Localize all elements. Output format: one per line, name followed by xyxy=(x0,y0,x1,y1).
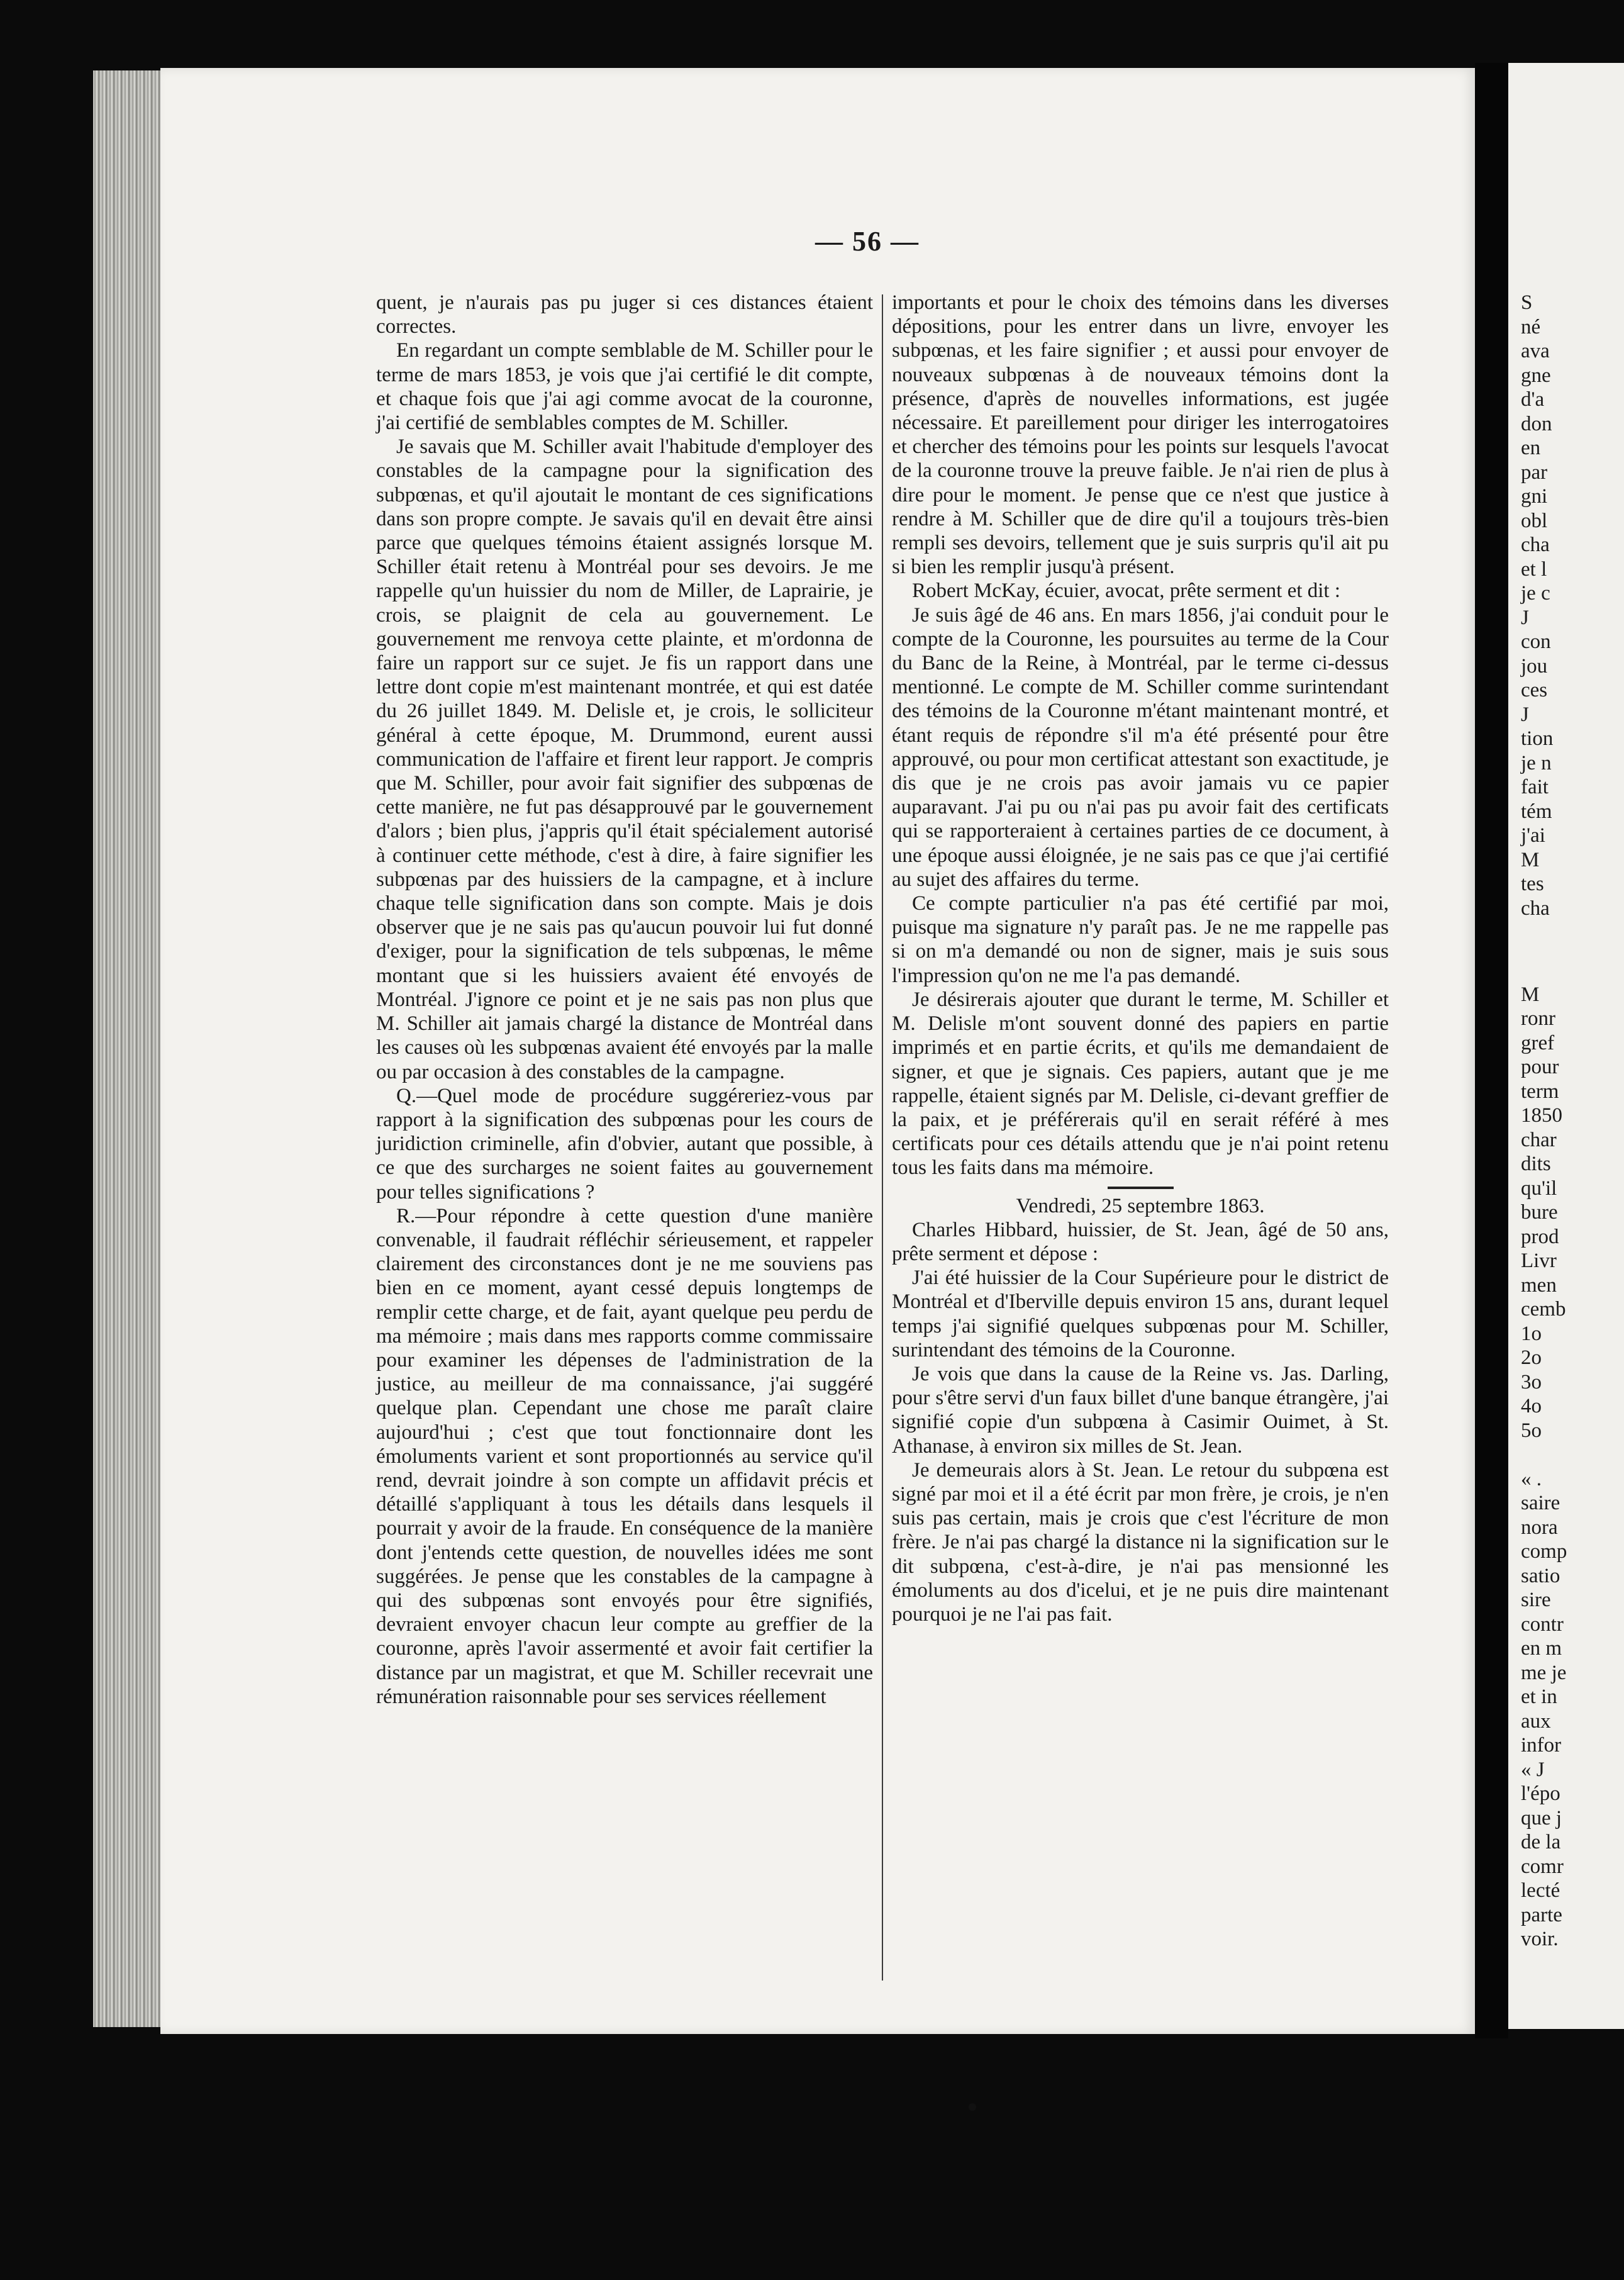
facing-page-line-fragment: me je xyxy=(1521,1661,1567,1684)
facing-page-line-fragment: tes xyxy=(1521,873,1544,895)
facing-page-line-fragment: satio xyxy=(1521,1564,1560,1587)
facing-page-line-fragment: 5o xyxy=(1521,1419,1542,1442)
facing-page-line-fragment: parte xyxy=(1521,1903,1562,1926)
facing-page-line-fragment: de la xyxy=(1521,1831,1561,1853)
facing-page-line-fragment: 2o xyxy=(1521,1346,1542,1369)
facing-page-line-fragment: men xyxy=(1521,1273,1557,1297)
column-divider xyxy=(882,294,883,1981)
paragraph: Je vois que dans la cause de la Reine vs. Jas. Darling, pour s'être servi d'un faux billet d'une banque étrangère, j'ai signifié copie d'un subpœna à Casimir Ouimet, à St. Athanase, à environ six milles de St. Jean. xyxy=(892,1362,1389,1458)
paragraph: quent, je n'aurais pas pu juger si ces distances étaient correctes. xyxy=(376,291,873,338)
facing-page-line-fragment: cha xyxy=(1521,534,1550,556)
facing-page-line-fragment: pour xyxy=(1521,1056,1559,1078)
question-paragraph: Q.—Quel mode de procédure suggéreriez-vous par rapport à la signification des subpœnas pour les cours de juridiction criminelle, afin d'obvier, autant que possible, à ce que des surcharges ne soient faites au gouvernement pour telles significations ? xyxy=(376,1084,873,1204)
right-column xyxy=(892,291,1389,1626)
facing-page-line-fragment: prod xyxy=(1521,1225,1559,1248)
facing-page-line-fragment: M xyxy=(1521,848,1540,871)
facing-page-line-fragment: qu'il xyxy=(1521,1176,1557,1200)
page-number: — 56 — xyxy=(815,226,920,257)
witness-intro: Charles Hibbard, huissier, de St. Jean, âgé de 50 ans, prête serment et dépose : xyxy=(892,1218,1389,1265)
facing-page-line-fragment: tém xyxy=(1521,800,1552,823)
facing-page-line-fragment: « J xyxy=(1521,1758,1545,1781)
facing-page-line-fragment: bure xyxy=(1521,1201,1558,1224)
paragraph: Je demeurais alors à St. Jean. Le retour du subpœna est signé par moi et il a été écrit par mon frère, je crois, je n'en suis pas certain, mais je crois que c'est l'écriture de mon frère. Je n'ai pas chargé la distance ni la signification sur le dit subpœna, c'est-à-dire, je n'ai pas mensionné les émoluments au dos d'icelui, et je ne puis dire maintenant pourquoi je ne l'ai pas fait. xyxy=(892,1458,1389,1626)
facing-page-line-fragment: S xyxy=(1521,291,1533,314)
facing-page-line-fragment: par xyxy=(1521,461,1548,484)
facing-page-line-fragment: l'épo xyxy=(1521,1782,1560,1805)
facing-page-line-fragment: term xyxy=(1521,1080,1559,1103)
facing-page-line-fragment: J xyxy=(1521,606,1529,629)
facing-page-line-fragment: con xyxy=(1521,630,1551,653)
facing-page-line-fragment: ces xyxy=(1521,679,1548,701)
paragraph: J'ai été huissier de la Cour Supérieure pour le district de Montréal et d'Iberville depuis environ 15 ans, durant lequel temps j'ai signifié quelques subpœnas pour M. Schiller, surintendant des témoins de la Couronne. xyxy=(892,1266,1389,1361)
facing-page-line-fragment: gref xyxy=(1521,1031,1555,1054)
facing-page-line-fragment: je n xyxy=(1521,751,1552,774)
paragraph: Je désirerais ajouter que durant le terme, M. Schiller et M. Delisle m'ont souvent donné des papiers en partie imprimés et en partie écrits, et qu'ils me demandaient de signer, et que je signais. Ces papiers, autant que je me rappelle, étaient signés par M. Delisle, ci-devant greffier de la paix, et je préférerais qu'il en serait référé à mes certificats pour ces détails attendu que je n'ai point retenu tous les faits dans ma mémoire. xyxy=(892,988,1389,1180)
facing-page-line-fragment: fait xyxy=(1521,776,1549,798)
facing-page-line-fragment: aux xyxy=(1521,1709,1551,1733)
facing-page-line-fragment: je c xyxy=(1521,582,1550,605)
facing-page-line-fragment: 1o xyxy=(1521,1322,1542,1345)
facing-page-line-fragment: gne xyxy=(1521,364,1551,387)
facing-page-line-fragment: 3o xyxy=(1521,1370,1542,1394)
book-page-edges xyxy=(93,70,170,2027)
paragraph: Je savais que M. Schiller avait l'habitude d'employer des constables de la campagne pour la signification des subpœnas, et qu'il ajoutait le montant de ces significations dans son propre compte. Je savais qu'il en devait être ainsi parce que quelques témoins étaient assignés lorsque M. Schiller était retenu à Montréal pour ses devoirs. Je me rappelle qu'un huissier du nom de Miller, de Laprairie, je crois, se plaignit de cela au gouvernement. Le gouvernement me renvoya cette plainte, et m'ordonna de faire un rapport sur ce sujet. Je fis un rapport dans une lettre dont copie m'est maintenant montrée, et qui est datée du 26 juillet 1849. M. Delisle et, je crois, le solliciteur général à cette époque, M. Drummond, eurent aussi communication de l'affaire et firent leur rapport. Je compris que M. Schiller, pour avoir fait signifier des subpœnas de cette manière, ne fut pas désapprouvé par le gouvernement d'alors ; bien plus, j'appris qu'il était spécialement autorisé à continuer cette méthode, c'est à dire, à faire signifier les subpœnas par des huissiers de la campagne, et à inclure chaque telle signification dans son compte. Mais je dois observer que je ne sais pas qu'aucun pouvoir lui fut donné d'exiger, pour la signification de tels subpœnas, le même montant que si les huissiers avaient été envoyés de Montréal. J'ignore ce point et je ne sais pas non plus que M. Schiller ait jamais chargé la distance de Montréal dans les causes où les subpœnas avaient été envoyés par la malle ou par occasion à des constables de la campagne. xyxy=(376,435,873,1083)
facing-page-line-fragment: comp xyxy=(1521,1540,1567,1563)
facing-page-line-fragment: Livr xyxy=(1521,1249,1557,1272)
facing-page-line-fragment: voir. xyxy=(1521,1928,1559,1950)
facing-page-line-fragment: comr xyxy=(1521,1855,1564,1878)
facing-page-line-fragment: cha xyxy=(1521,897,1550,920)
facing-page-line-fragment: gni xyxy=(1521,485,1548,508)
facing-page-line-fragment: que j xyxy=(1521,1806,1562,1830)
facing-page-line-fragment: j'ai xyxy=(1521,824,1545,847)
facing-page-line-fragment: ava xyxy=(1521,340,1550,362)
facing-page-line-fragment: jou xyxy=(1521,654,1548,678)
facing-page-line-fragment: tion xyxy=(1521,727,1554,750)
facing-page-line-fragment: en m xyxy=(1521,1637,1562,1660)
paragraph: Ce compte particulier n'a pas été certifié par moi, puisque ma signature n'y paraît pas. Je ne me rappelle pas si on m'a demandé ou non de signer, mais je suis sous l'impression qu'on ne me l'a pas demandé. xyxy=(892,892,1389,987)
facing-page-line-fragment: don xyxy=(1521,412,1552,435)
date-heading: Vendredi, 25 septembre 1863. xyxy=(1016,1194,1265,1217)
facing-page-line-fragment: J xyxy=(1521,703,1529,726)
left-column xyxy=(376,291,873,1709)
book-gutter xyxy=(1475,63,1508,2038)
section-rule xyxy=(1108,1187,1174,1189)
facing-page-line-fragment: lecté xyxy=(1521,1879,1560,1902)
facing-page-line-fragment: 4o xyxy=(1521,1395,1542,1417)
witness-intro: Robert McKay, écuier, avocat, prête serment et dit : xyxy=(912,579,1341,603)
answer-paragraph: R.—Pour répondre à cette question d'une manière convenable, il faudrait réfléchir sérieusement, et rappeler clairement des circonstances dont je ne me souviens pas bien en ce moment, ayant cessé depuis longtemps de remplir cette charge, et de fait, ayant quelque peu perdu de ma mémoire ; mais dans mes rapports comme commissaire pour examiner les dépenses de l'administration de la justice, au meilleur de ma connaissance, j'ai suggéré quelque plan. Cependant une chose me paraît claire aujourd'hui ; c'est que tout fonctionnaire dont les émoluments varient et sont proportionnés au service qu'il rend, devrait joindre à son compte un affidavit précis et détaillé s'appliquant à tous les détails dans lesquels il pourrait y avoir de la fraude. En conséquence de la manière dont j'entends cette question, de nouvelles idées me sont suggérées. Je pense que les constables de la campagne à qui des subpœnas sont envoyés pour être signifiés, devraient envoyer chacun leur compte au greffier de la couronne, après l'avoir assermenté et avoir fait certifier la distance par un magistrat, et que M. Schiller recevrait une rémunération raisonnable pour ses services réellement xyxy=(376,1204,873,1708)
facing-page-line-fragment: et l xyxy=(1521,557,1547,581)
ink-speck xyxy=(969,2103,976,2111)
facing-page-line-fragment: dits xyxy=(1521,1153,1551,1175)
facing-page-line-fragment: 1850 xyxy=(1521,1104,1562,1127)
facing-page-line-fragment: en xyxy=(1521,437,1541,459)
facing-page-fragment xyxy=(1508,63,1624,2029)
facing-page-line-fragment: d'a xyxy=(1521,388,1545,411)
facing-page-line-fragment: sire xyxy=(1521,1589,1551,1611)
facing-page-line-fragment: contr xyxy=(1521,1612,1564,1636)
paragraph: Je suis âgé de 46 ans. En mars 1856, j'ai conduit pour le compte de la Couronne, les poursuites au terme de la Cour du Banc de la Reine, à Montréal, par le terme ci-dessus mentionné. Le compte de M. Schiller comme surintendant des témoins de la Couronne m'étant maintenant montré, et étant requis de répondre s'il m'a été présenté pour être approuvé, ou pour mon certificat attestant son exactitude, je dis que je ne crois pas avoir jamais vu ce papier auparavant. J'ai pu ou n'ai pas pu avoir fait des certificats qui se rapporteraient à certaines parties de ce document, à une époque aussi éloignée, je ne sais pas ce que j'ai certifié au sujet des affaires du terme. xyxy=(892,603,1389,891)
facing-page-line-fragment: saire xyxy=(1521,1492,1560,1514)
facing-page-line-fragment: char xyxy=(1521,1128,1557,1151)
facing-page-line-fragment: cemb xyxy=(1521,1298,1566,1321)
facing-page-line-fragment: infor xyxy=(1521,1734,1562,1757)
facing-page-line-fragment: et in xyxy=(1521,1685,1557,1708)
facing-page-line-fragment: né xyxy=(1521,315,1541,338)
facing-page-line-fragment: M xyxy=(1521,983,1540,1006)
paragraph: En regardant un compte semblable de M. Schiller pour le terme de mars 1853, je vois que j'ai certifié le dit compte, et chaque fois que j'ai agi comme avocat de la couronne, j'ai certifié de semblables comptes de M. Schiller. xyxy=(376,339,873,435)
paragraph: importants et pour le choix des témoins dans les diverses dépositions, pour les entrer dans un livre, envoyer les subpœnas, et les faire signifier ; et aussi pour envoyer de nouveaux subpœnas à de nouveaux témoins dont la présence, d'après de nouvelles informations, est jugée nécessaire. Et pareillement pour diriger les interrogatoires et chercher des témoins pour les points sur lesquels l'avocat de la couronne trouve la preuve faible. Je n'ai rien de plus à dire pour le moment. Je pense que ce n'est que justice à rendre à M. Schiller que de dire qu'il a toujours très-bien rempli ses devoirs, tellement que je suis surpris qu'il ait pu si bien les remplir jusqu'à présent. xyxy=(892,291,1389,579)
facing-page-line-fragment: ronr xyxy=(1521,1007,1555,1030)
facing-page-line-fragment: nora xyxy=(1521,1516,1558,1539)
facing-page-line-fragment: « . xyxy=(1521,1467,1542,1490)
facing-page-line-fragment: obl xyxy=(1521,509,1548,532)
